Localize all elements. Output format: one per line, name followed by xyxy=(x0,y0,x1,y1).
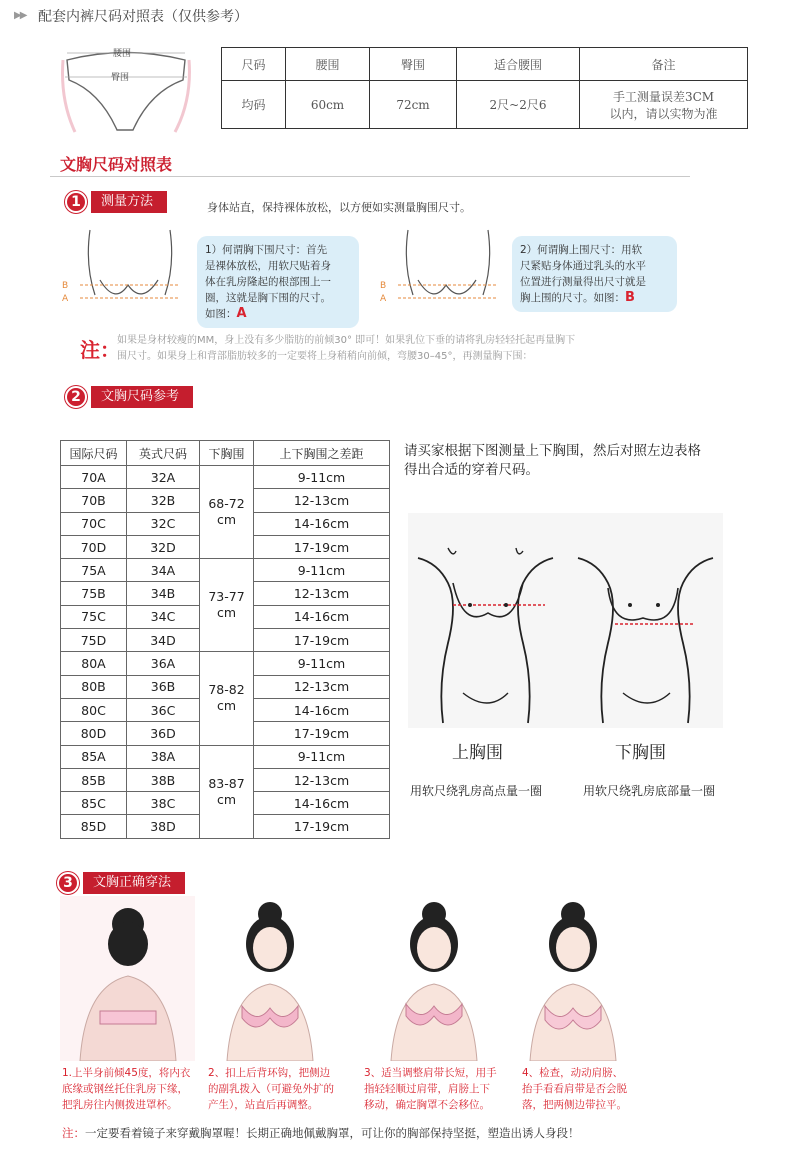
panty-table-title: 配套内裤尺码对照表（仅供参考） xyxy=(38,9,248,25)
bra-cup-diff: 12-13cm xyxy=(254,768,390,791)
step1-label: 测量方法 xyxy=(91,191,167,213)
left-measure-bubble xyxy=(197,236,359,328)
bra-intl-size: 80B xyxy=(61,675,127,698)
upper-chest-label: 上胸围 xyxy=(452,743,503,763)
bra-intl-size: 70D xyxy=(61,535,127,558)
bra-cup-diff: 12-13cm xyxy=(254,489,390,512)
bra-underbust-range: 83-87 cm xyxy=(200,745,254,838)
bra-uk-size: 32C xyxy=(127,512,200,535)
bra-intl-size: 85A xyxy=(61,745,127,768)
measure-guide-line-2: 得出合适的穿着尺码。 xyxy=(404,462,539,478)
left-bubble-mark: A xyxy=(236,306,247,321)
torso-figure-right xyxy=(378,225,508,320)
wear-step3-illustration xyxy=(366,896,501,1061)
wear-step3-caption xyxy=(364,1065,497,1113)
bra-intl-size: 85C xyxy=(61,792,127,815)
bra-uk-size: 34C xyxy=(127,605,200,628)
bra-header-intl: 国际尺码 xyxy=(61,441,127,466)
bra-cup-diff: 9-11cm xyxy=(254,745,390,768)
bra-intl-size: 70B xyxy=(61,489,127,512)
panty-cell-fit-waist: 2尺~2尺6 xyxy=(457,81,580,129)
wear-step3-line-1: 3、适当调整肩带长短，用手 xyxy=(364,1067,497,1079)
step2-badge xyxy=(65,385,193,409)
bra-underbust-range: 73-77 cm xyxy=(200,559,254,652)
measure-intro: 身体站直，保持裸体放松，以方便如实测量胸围尺寸。 xyxy=(207,201,471,214)
lower-chest-label: 下胸围 xyxy=(615,743,666,763)
note-mark: 注： xyxy=(80,338,120,362)
bra-table-row xyxy=(61,559,390,582)
wear-step4-line-1: 4、检查，动动肩膀、 xyxy=(522,1067,624,1079)
panty-cell-size: 均码 xyxy=(222,81,286,129)
bra-uk-size: 36B xyxy=(127,675,200,698)
bra-intl-size: 75C xyxy=(61,605,127,628)
bra-header-diff: 上下胸围之差距 xyxy=(254,441,390,466)
panty-cell-note xyxy=(580,81,748,129)
bra-size-rows xyxy=(61,466,390,839)
bra-cup-diff: 12-13cm xyxy=(254,675,390,698)
wear-step4-line-2: 抬手看看肩带是否会脱 xyxy=(522,1083,627,1095)
wear-step2-line-2: 的副乳拨入（可避免外扩的 xyxy=(208,1083,334,1095)
bra-table-row xyxy=(61,745,390,768)
wear-step4-illustration xyxy=(505,896,640,1061)
left-bubble-line-5 xyxy=(205,306,351,322)
panty-header-fit-waist: 适合腰围 xyxy=(457,48,580,81)
bra-uk-size: 38C xyxy=(127,792,200,815)
left-bubble-line-4: 圈，这就是胸下围的尺寸。 xyxy=(205,292,331,304)
right-bubble-fig-ref: 胸上围的尺寸。如图： xyxy=(520,292,625,304)
panty-cell-hip: 72cm xyxy=(370,81,457,129)
fig-left-mark-a: A xyxy=(62,294,69,304)
bra-intl-size: 85B xyxy=(61,768,127,791)
upper-chest-desc: 用软尺绕乳房高点量一圈 xyxy=(410,784,543,798)
bra-intl-size: 80A xyxy=(61,652,127,675)
panty-size-table xyxy=(221,47,748,129)
bra-intl-size: 80D xyxy=(61,722,127,745)
right-bubble-line-2: 尺紧贴身体通过乳头的水平 xyxy=(520,260,646,272)
header-arrows: ▶▶ xyxy=(14,10,26,21)
bra-uk-size: 38D xyxy=(127,815,200,838)
wear-step4-line-3: 落，把两侧边带拉平。 xyxy=(522,1099,627,1111)
bra-cup-diff: 17-19cm xyxy=(254,629,390,652)
bra-cup-diff: 17-19cm xyxy=(254,815,390,838)
measure-note xyxy=(117,333,662,365)
right-bubble-mark: B xyxy=(625,290,635,305)
bra-uk-size: 38A xyxy=(127,745,200,768)
panty-header-size: 尺码 xyxy=(222,48,286,81)
wear-step3-line-3: 移动，确定胸罩不会移位。 xyxy=(364,1099,490,1111)
left-bubble-line-2: 是裸体放松，用软尺贴着身 xyxy=(205,260,331,272)
wear-step1-caption xyxy=(62,1065,190,1113)
step2-number: 2 xyxy=(65,386,87,408)
wear-step3-line-2: 指轻轻顺过肩带，肩膀上下 xyxy=(364,1083,490,1095)
bra-uk-size: 34D xyxy=(127,629,200,652)
step1-number: 1 xyxy=(65,191,87,213)
bra-cup-diff: 9-11cm xyxy=(254,466,390,489)
bra-cup-diff: 14-16cm xyxy=(254,512,390,535)
fig-left-mark-b: B xyxy=(62,281,69,291)
panty-cell-waist: 60cm xyxy=(286,81,370,129)
bra-uk-size: 38B xyxy=(127,768,200,791)
bra-intl-size: 85D xyxy=(61,815,127,838)
bra-uk-size: 32D xyxy=(127,535,200,558)
panty-illustration xyxy=(55,40,195,135)
lower-chest-desc: 用软尺绕乳房底部量一圈 xyxy=(583,784,716,798)
bra-uk-size: 36D xyxy=(127,722,200,745)
final-note-text: 一定要看着镜子来穿戴胸罩喔！长期正确地佩戴胸罩，可让你的胸部保持坚挺，塑造出诱人身段！ xyxy=(85,1126,580,1140)
left-bubble-line-3: 体在乳房隆起的根部围上一 xyxy=(205,276,331,288)
step1-badge xyxy=(65,190,167,214)
step2-label: 文胸尺码参考 xyxy=(91,386,193,408)
bra-header-uk: 英式尺码 xyxy=(127,441,200,466)
bra-cup-diff: 12-13cm xyxy=(254,582,390,605)
panty-note-line-1: 手工测量误差3CM xyxy=(612,89,715,104)
panty-header-note: 备注 xyxy=(580,48,748,81)
panty-hip-label: 臀围 xyxy=(111,73,130,83)
bra-cup-diff: 9-11cm xyxy=(254,559,390,582)
right-measure-bubble xyxy=(512,236,677,312)
right-bubble-line-3: 位置进行测量得出尺寸就是 xyxy=(520,276,646,288)
final-note xyxy=(62,1125,580,1141)
left-bubble-line-1: 1）何谓胸下围尺寸：首先 xyxy=(205,244,328,256)
right-bubble-line-4 xyxy=(520,290,669,306)
step3-badge xyxy=(57,871,185,895)
wear-step1-illustration xyxy=(60,896,195,1061)
bra-intl-size: 80C xyxy=(61,698,127,721)
step3-number: 3 xyxy=(57,872,79,894)
fig-right-mark-a: A xyxy=(380,294,387,304)
bra-header-under: 下胸围 xyxy=(200,441,254,466)
left-bubble-fig-ref: 如图： xyxy=(205,308,237,320)
bra-section-title: 文胸尺码对照表 xyxy=(60,155,173,174)
chest-measurement-illustration xyxy=(408,513,723,728)
bra-intl-size: 75A xyxy=(61,559,127,582)
panty-note-line-2: 以内，请以实物为准 xyxy=(609,106,718,121)
wear-step2-line-3: 产生），站直后再调整。 xyxy=(208,1099,319,1111)
bra-intl-size: 75B xyxy=(61,582,127,605)
bra-uk-size: 34A xyxy=(127,559,200,582)
section-divider xyxy=(50,176,690,177)
wear-step4-caption xyxy=(522,1065,627,1113)
bra-size-table xyxy=(60,440,390,839)
bra-intl-size: 75D xyxy=(61,629,127,652)
bra-intl-size: 70A xyxy=(61,466,127,489)
step3-label: 文胸正确穿法 xyxy=(83,872,185,894)
bra-table-row xyxy=(61,652,390,675)
panty-header-hip: 臀围 xyxy=(370,48,457,81)
measure-guide-line-1: 请买家根据下图测量上下胸围，然后对照左边表格 xyxy=(404,443,701,459)
bra-uk-size: 36C xyxy=(127,698,200,721)
wear-step2-illustration xyxy=(202,896,337,1061)
bra-uk-size: 32A xyxy=(127,466,200,489)
bra-uk-size: 32B xyxy=(127,489,200,512)
bra-cup-diff: 14-16cm xyxy=(254,792,390,815)
wear-step2-caption xyxy=(208,1065,334,1113)
bra-uk-size: 34B xyxy=(127,582,200,605)
panty-waist-label: 腰围 xyxy=(113,49,132,59)
wear-step1-line-2: 底缘或钢丝托住乳房下缘， xyxy=(62,1083,188,1095)
wear-step2-line-1: 2、扣上后背环钩，把侧边 xyxy=(208,1067,331,1079)
measure-note-line-1: 如果是身材较瘦的MM，身上没有多少脂肪的前倾30° 即可！如果乳位下垂的请将乳房轻轻托起再量胸下 xyxy=(117,335,576,346)
panty-header-waist: 腰围 xyxy=(286,48,370,81)
bra-underbust-range: 78-82 cm xyxy=(200,652,254,745)
torso-figure-left xyxy=(60,225,190,320)
bra-underbust-range: 68-72 cm xyxy=(200,466,254,559)
wear-step1-line-1: 1.上半身前倾45度，将内衣 xyxy=(62,1067,191,1079)
measure-note-line-2: 围尺寸。如果身上和背部脂肪较多的一定要将上身稍稍向前倾，弯腰30–45°，再测量胸下围： xyxy=(117,351,533,362)
bra-cup-diff: 14-16cm xyxy=(254,605,390,628)
bra-cup-diff: 9-11cm xyxy=(254,652,390,675)
bra-uk-size: 36A xyxy=(127,652,200,675)
bra-table-row xyxy=(61,466,390,489)
fig-right-mark-b: B xyxy=(380,281,387,291)
bra-cup-diff: 17-19cm xyxy=(254,535,390,558)
wear-step1-line-3: 把乳房往内侧拨进罩杯。 xyxy=(62,1099,178,1111)
bra-cup-diff: 17-19cm xyxy=(254,722,390,745)
final-note-mark: 注： xyxy=(62,1126,85,1140)
bra-cup-diff: 14-16cm xyxy=(254,698,390,721)
bra-intl-size: 70C xyxy=(61,512,127,535)
measure-guide-text xyxy=(404,442,749,480)
right-bubble-line-1: 2）何谓胸上围尺寸：用软 xyxy=(520,244,643,256)
